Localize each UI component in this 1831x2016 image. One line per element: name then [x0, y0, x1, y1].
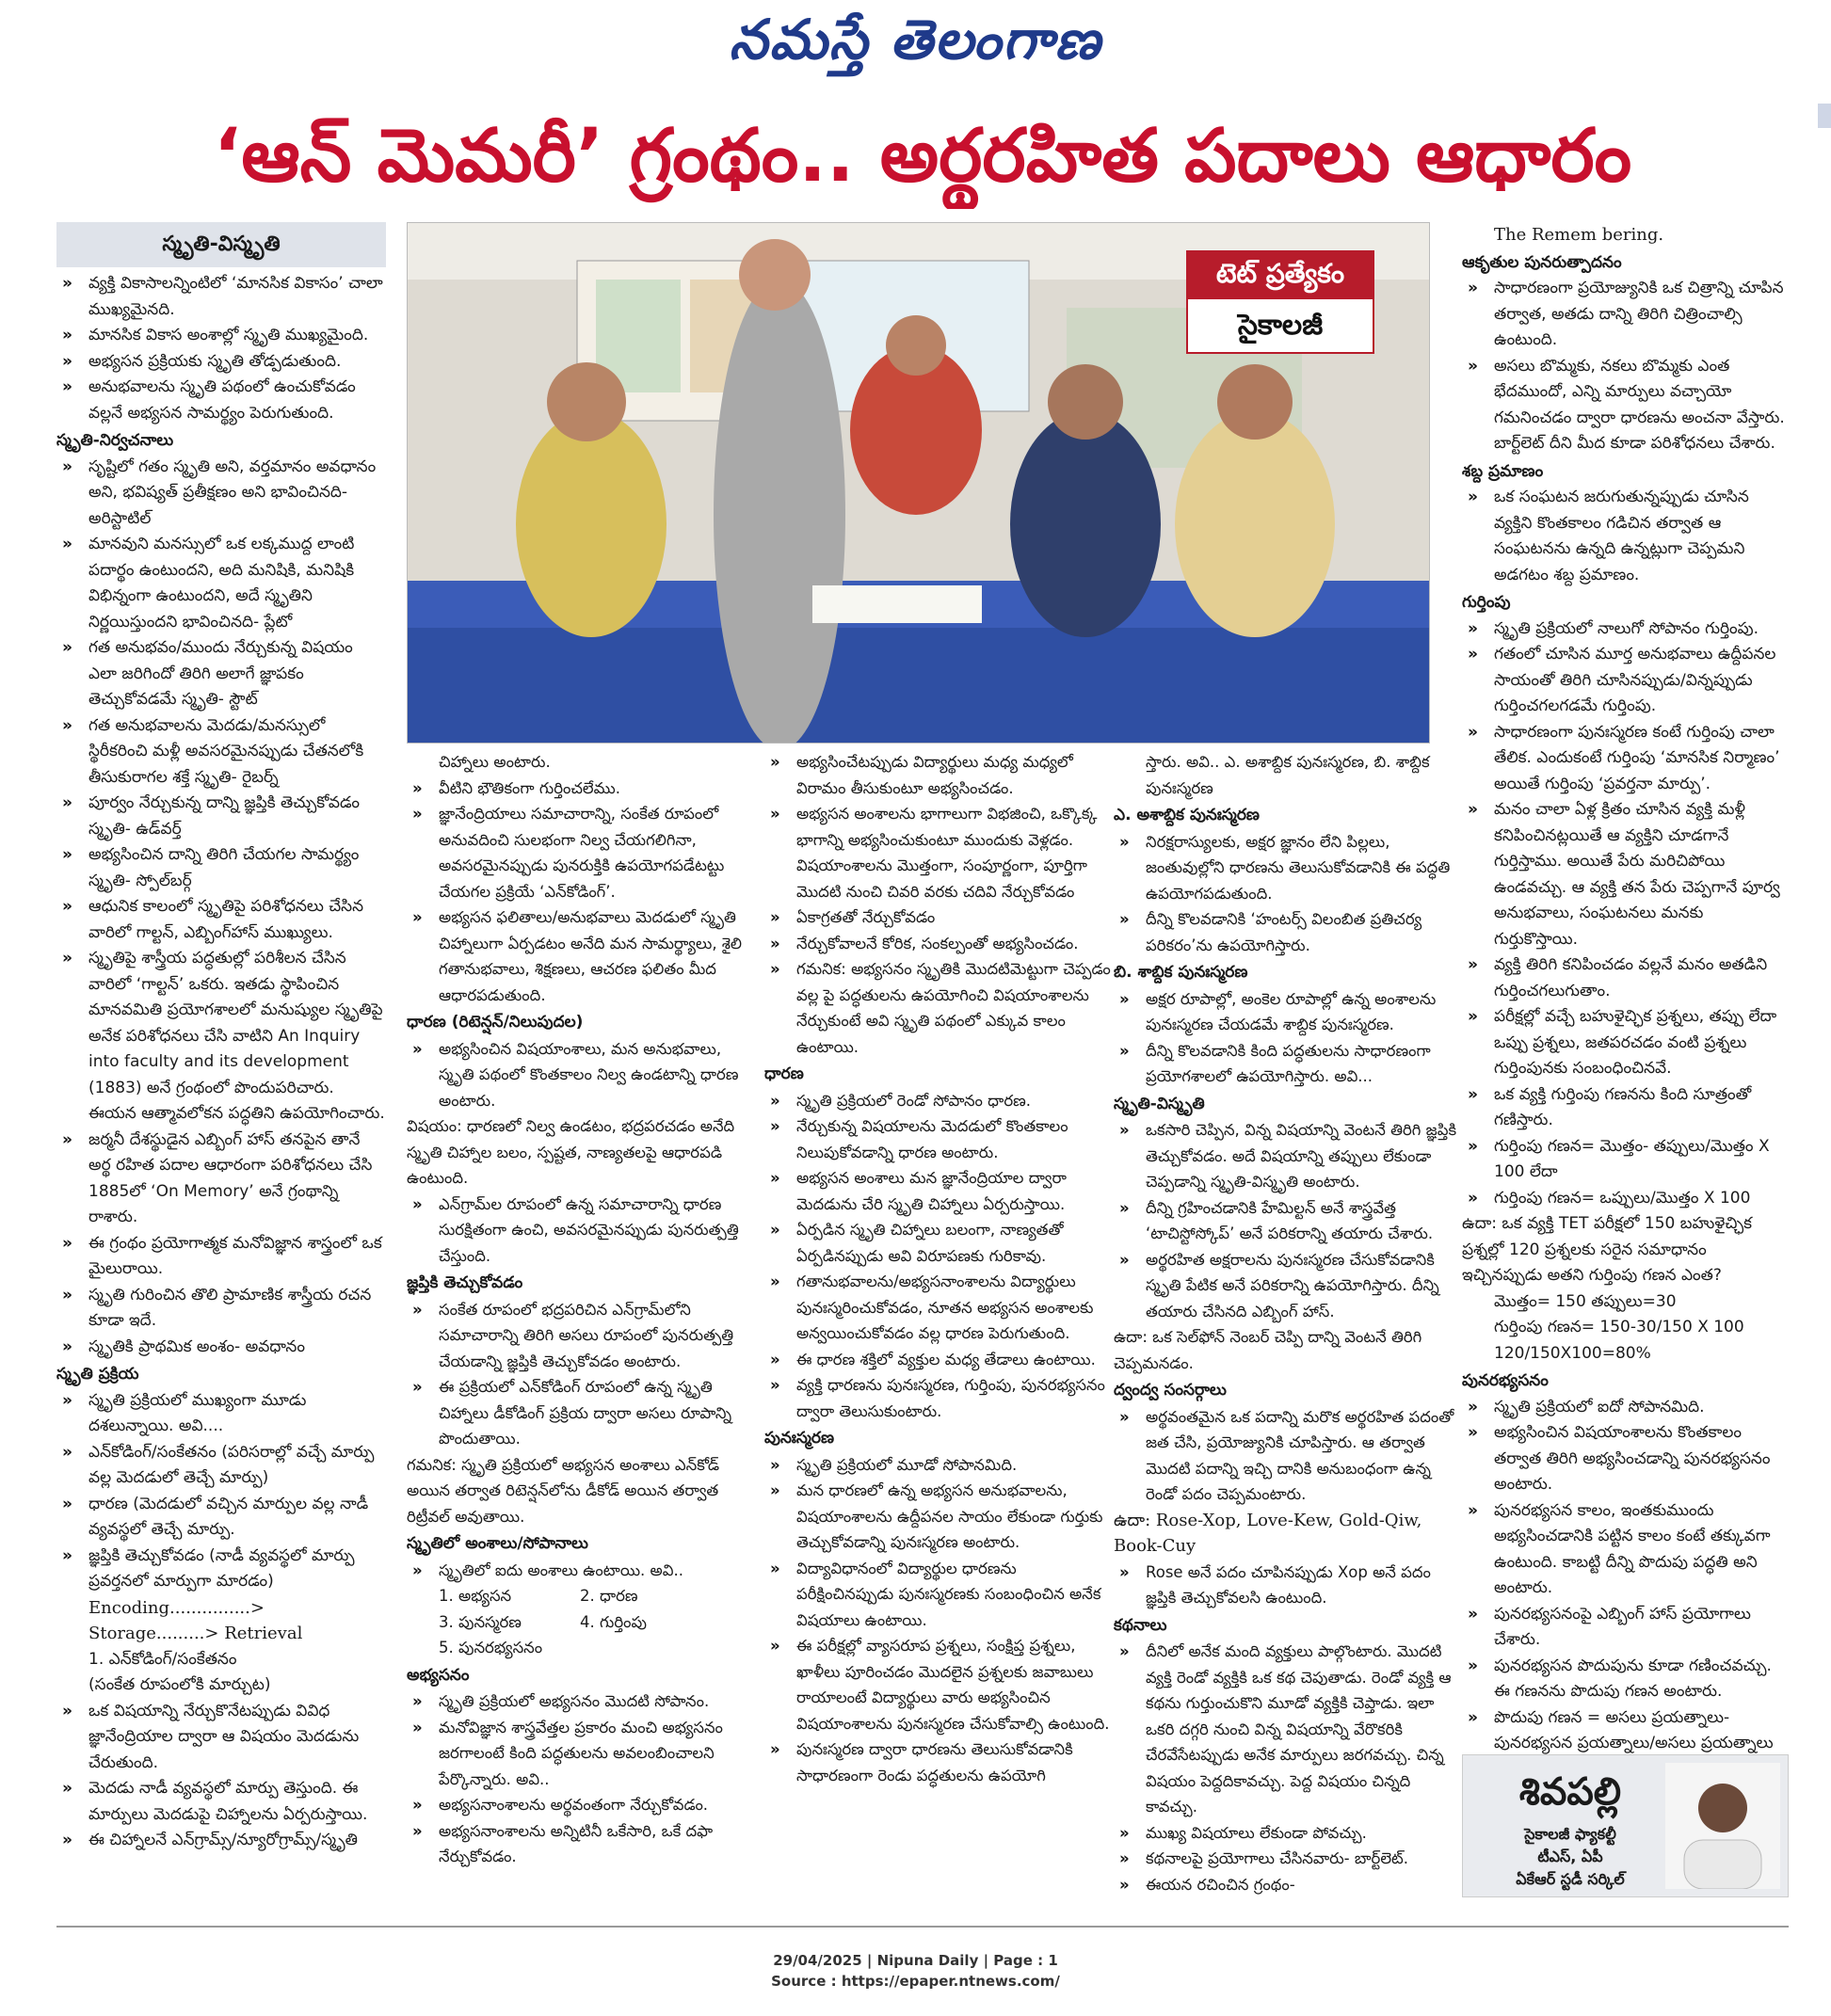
author-name: శివపల్లి — [1518, 1770, 1622, 1814]
list-entry: 3. పునస్మరణ — [439, 1612, 522, 1631]
list-item: » అభ్యసించేటప్పుడు విద్యార్థులు మధ్య మధ్యలో విరామం తీసుకుంటూ అభ్యసించడం. — [764, 749, 1113, 801]
list-item: » ఈ చిహ్నాలనే ఎన్‌గ్రామ్స్/న్యూరోగ్రామ్స్/స్మృతి — [56, 1828, 386, 1854]
list-item: » ముఖ్య విషయాలు లేకుండా పోవచ్చు. — [1114, 1820, 1457, 1847]
list-item: » ఈ ప్రక్రియలో ఎన్‌కోడింగ్ రూపంలో ఉన్న స్మృతి చిహ్నాలు డీకోడింగ్ ప్రక్రియ ద్వారా అసలు రూపాన్ని పొందుతాయి. — [407, 1374, 755, 1452]
stages-grid — [407, 1583, 755, 1661]
list — [764, 1088, 1113, 1425]
section-heading: బి. శాబ్దిక పునఃస్మరణ — [1114, 963, 1248, 982]
list-item: » జ్ఞానేంద్రియాలు సమాచారాన్ని, సంకేత రూపంలో అనువదించి సులభంగా నిల్వ చేయగలిగినా, అవసరమైనప్పుడు పునరుక్తికి ఉపయోగపడేటట్టు చేయగల ప్రక్రియే ‘ఎన్‌కోడింగ్’. — [407, 801, 755, 904]
list — [1462, 276, 1787, 457]
list-item: » నిరక్షరాస్యులకు, అక్షర జ్ఞానం లేని పిల్లలు, జంతువుల్లోని ధారణను తెలుసుకోవడానికి ఈ పద్ధతి ఉపయోగపడుతుంది. — [1114, 829, 1457, 907]
list-item: » అర్థవంతమైన ఒక పదాన్ని మరొక అర్థరహిత పదంతో జత చేసి, ప్రయోజ్యునికి చూపిస్తారు. ఆ తర్వాత మొదటి పదాన్ని ఇచ్చి దానికి అనుబంధంగా ఉన్న రెండో పదం చెప్పమంటారు. — [1114, 1404, 1457, 1508]
list-item: » స్మృతిలో ఐదు అంశాలు ఉంటాయి. అవి.. — [407, 1558, 755, 1584]
list-entry: 2. ధారణ — [580, 1587, 638, 1605]
list-item: » అభ్యసించిన విషయాంశాలను కొంతకాలం తర్వాత తిరిగి అభ్యసించడాన్ని పునరభ్యసనం అంటారు. — [1462, 1420, 1787, 1498]
tet-special-tag — [1186, 250, 1374, 354]
list — [407, 1688, 755, 1870]
side-tab-icon — [1818, 104, 1831, 128]
encoding-list — [56, 1699, 386, 1854]
list — [764, 1452, 1113, 1789]
list-item: » ఒక విషయాన్ని నేర్చుకొనేటప్పుడు వివిధ జ్ఞానేంద్రియాల ద్వారా ఆ విషయం మెదడును చేరుతుంది. — [56, 1699, 386, 1777]
list-item: » స్మృతి ప్రక్రియలో అభ్యసనం మొదటి సోపానం. — [407, 1688, 755, 1715]
list-item: » జర్మనీ దేశస్థుడైన ఎబ్బింగ్ హాస్ తనపైన తానే అర్థ రహిత పదాల ఆధారంగా పరిశోధనలు చేసి 1885లో ‘On Memory’ అనే గ్రంథాన్ని రాశారు. — [56, 1128, 386, 1231]
example: ఉదా: ఒక వ్యక్తి TET పరీక్షలో 150 బహుళైచ్ఛిక ప్రశ్నల్లో 120 ప్రశ్నలకు సరైన సమాధానం ఇచ్చినప్పుడు అతని గుర్తింపు గణన ఎంత? — [1462, 1214, 1753, 1285]
definitions-list — [56, 455, 386, 1361]
list-item: » గత అనుభవాలను మెదడు/మనస్సులో స్థిరీకరించి మళ్లీ అవసరమైనప్పుడు చేతనలోకి తీసుకురాగల శక్తే స్మృతి- రైబర్న్ — [56, 713, 386, 792]
section-heading: జ్ఞప్తికి తెచ్చుకోవడం — [407, 1273, 523, 1292]
list-item: » అక్షర రూపాల్లో, అంకెల రూపాల్లో ఉన్న అంశాలను పునఃస్మరణ చేయడమే శాబ్దిక పునఃస్మరణ. — [1114, 986, 1457, 1038]
list-entry: 1. అభ్యసన — [439, 1587, 512, 1605]
list-item: » అభ్యసన అంశాలను భాగాలుగా విభజించి, ఒక్కొక్క భాగాన్ని అభ్యసించుకుంటూ ముందుకు వెళ్లడం. విషయాంశాలను మొత్తంగా, సంపూర్ణంగా, పూర్తిగా మొదటి నుంచి చివరి వరకు చదివి నేర్చుకోవడం — [764, 801, 1113, 904]
list-item: » ఈయన రచించిన గ్రంథం- — [1114, 1872, 1457, 1898]
encoding-number: 1. — [88, 1649, 104, 1669]
encoding-subtitle: (సంకేత రూపంలోకి మార్చుట) — [88, 1675, 271, 1694]
section-heading: ధారణ (రిటెన్షన్/నిలుపుదల) — [407, 1013, 584, 1032]
list-item: » స్మృతి ప్రక్రియలో రెండో సోపానం ధారణ. — [764, 1088, 1113, 1114]
note: విషయం: ధారణలో నిల్వ ఉండటం, భద్రపరచడం అనేది స్మృతి చిహ్నాల బలం, స్పష్టత, నాణ్యతలపై ఆధారపడి ఉంటుంది. — [407, 1117, 735, 1187]
list-item: » వ్యక్తి ధారణను పునఃస్మరణ, గుర్తింపు, పునరభ్యసనం ద్వారా తెలుసుకుంటారు. — [764, 1372, 1113, 1424]
list-item: » ఏకాగ్రతతో నేర్చుకోవడం — [764, 904, 1113, 931]
list-item: » అర్థరహిత అక్షరాలను పునఃస్మరణ చేసుకోవడానికి స్మృతి పేటిక అనే పరికరాన్ని ఉపయోగిస్తారు. దీన్ని తయారు చేసినది ఎబ్బింగ్ హాస్. — [1114, 1247, 1457, 1325]
list-item: » మనోవిజ్ఞాన శాస్త్రవేత్తల ప్రకారం మంచి అభ్యసనం జరగాలంటే కింది పద్ధతులను అవలంబించాలని పేర్కొన్నారు. అవి.. — [407, 1715, 755, 1793]
calc-lines — [1462, 1289, 1787, 1368]
list — [764, 749, 1113, 1060]
example: ఉదా: ఒక సెల్‌ఫోన్ నెంబర్ చెప్పి దాన్ని వెంటనే తిరిగి చెప్పమనడం. — [1114, 1328, 1422, 1372]
list-item: » అభ్యసించిన విషయాంశాలు, మన అనుభవాలు, స్మృతి పథంలో కొంతకాలం నిల్వ ఉండటాన్ని ధారణ అంటారు. — [407, 1036, 755, 1114]
list-item: » ఆధునిక కాలంలో స్మృతిపై పరిశోధనలు చేసిన వారిలో గాల్టన్, ఎబ్బింగ్‌హాస్ ముఖ్యులు. — [56, 894, 386, 946]
column-1 — [56, 222, 386, 1854]
masthead — [0, 8, 1831, 86]
list-item: » దీన్ని కొలవడానికి ‘హంటర్స్ విలంబిత ప్రతిచర్య పరికరం’ను ఉపయోగిస్తారు. — [1114, 906, 1457, 958]
column-4 — [1114, 749, 1457, 1897]
list-item: » నేర్చుకున్న విషయాలను మెదడులో కొంతకాలం నిలుపుకోవడాన్ని ధారణ అంటారు. — [764, 1113, 1113, 1165]
list-item: » మానసిక వికాస అంశాల్లో స్మృతి ముఖ్యమైంది. — [56, 323, 386, 349]
list-item: » అభ్యసన అంశాలు మన జ్ఞానేంద్రియాల ద్వారా మెదడును చేరి స్మృతి చిహ్నాలు ఏర్పరుస్తాయి. — [764, 1165, 1113, 1217]
list-item: » వీటిని భౌతికంగా గుర్తించలేము. — [407, 776, 755, 802]
section-heading: ఎ. అశాబ్దిక పునఃస్మరణ — [1114, 806, 1260, 824]
list-item: » పొదుపు గణన = అసలు ప్రయత్నాలు- పునరభ్యసన ప్రయత్నాలు/అసలు ప్రయత్నాలు — [1462, 1705, 1787, 1784]
section-heading: కథనాలు — [1114, 1615, 1167, 1635]
list-item: » దీన్ని గ్రహించడానికి హేమిల్టన్ అనే శాస్త్రవేత్త ‘టాచిస్టోస్కోప్’ అనే పరికరాన్ని తయారు చేశారు. — [1114, 1195, 1457, 1247]
list — [407, 776, 755, 1009]
continued-text: The Remem bering. — [1494, 225, 1664, 245]
list — [407, 1036, 755, 1114]
list-item: » వ్యక్తి వికాసాలన్నింటిలో ‘మానసిక వికాసం’ చాలా ముఖ్యమైనది. — [56, 271, 386, 323]
list-item: » జ్ఞప్తికి తెచ్చుకోవడం (నాడీ వ్యవస్థలో మార్పు ప్రవర్తనలో మార్పుగా మారడం) — [56, 1544, 386, 1595]
section-heading: స్మృతి-విస్మృతి — [1114, 1094, 1205, 1113]
encoding-heading — [56, 1647, 386, 1673]
list-item: » సాధారణంగా ప్రయోజ్యునికి ఒక చిత్రాన్ని చూపిన తర్వాత, అతడు దాన్ని తిరిగి చిత్రించాల్సి ఉంటుంది. — [1462, 276, 1787, 354]
list-item: » స్మృతి ప్రక్రియలో మూడో సోపానమిది. — [764, 1452, 1113, 1479]
list-item: » గతంలో చూసిన మూర్త అనుభవాలు ఉద్దీపనల సాయంతో తిరిగి చూసినప్పుడు/విన్నప్పుడు గుర్తించగలగడమే గుర్తింపు. — [1462, 642, 1787, 720]
list-item: » ఎన్‌కోడింగ్/సంకేతనం (పరిసరాల్లో వచ్చే మార్పు వల్ల మెదడులో తెచ్చే మార్పు) — [56, 1440, 386, 1492]
list — [407, 1297, 755, 1452]
note: గమనిక: స్మృతి ప్రక్రియలో అభ్యసన అంశాలు ఎన్‌కోడ్ అయిన తర్వాత రిటెన్షన్‌లోను డీకోడ్ అయిన తర్వాత రిట్రీవల్ అవుతాయి. — [407, 1455, 720, 1526]
list-item: » స్మృతి ప్రక్రియలో ఐదో సోపానమిది. — [1462, 1395, 1787, 1421]
masthead-title: నమస్తే తెలంగాణ — [729, 8, 1102, 72]
section-heading: ద్వంద్వ సంసర్గాలు — [1114, 1381, 1227, 1400]
encoding-title: ఎన్‌కోడింగ్/సంకేతనం — [108, 1649, 237, 1669]
list-item: » అభ్యసనాంశాలను అన్నిటినీ ఒకేసారి, ఒకే దఫా నేర్చుకోవడం. — [407, 1818, 755, 1870]
list-item: » గుర్తింపు గణన= మొత్తం- తప్పులు/మొత్తం X 100 లేదా — [1462, 1134, 1787, 1186]
list-item: » ఒకసారి చెప్పిన, విన్న విషయాన్ని వెంటనే తిరిగి జ్ఞప్తికి తెచ్చుకోవడం. అదే విషయాన్ని తప్పులు లేకుండా చెప్పడాన్ని స్మృతి-విస్మృతి అంటారు. — [1114, 1117, 1457, 1195]
list-item: » ఏర్పడిన స్మృతి చిహ్నాలు బలంగా, నాణ్యతతో ఏర్పడినప్పుడు అవి విరూపణకు గురికావు. — [764, 1217, 1113, 1269]
list-entry: మొత్తం= 150 తప్పులు=30 — [1494, 1291, 1677, 1311]
list — [407, 1192, 755, 1270]
list-item: » ఒక సంఘటన జరుగుతున్నప్పుడు చూసిన వ్యక్తిని కొంతకాలం గడిచిన తర్వాత ఆ సంఘటనను ఉన్నది ఉన్నట్లుగా చెప్పమని అడగటం శబ్ద ప్రమాణం. — [1462, 485, 1787, 588]
section-heading: అభ్యసనం — [407, 1665, 470, 1685]
list-item: » స్మృతికి ప్రాథమిక అంశం- అవధానం — [56, 1335, 386, 1361]
example: ఉదా: Rose-Xop, Love-Kew, Gold-Qiw, Book-Cuy — [1114, 1510, 1422, 1556]
list-item: » మానవుని మనస్సులో ఒక లక్కముద్ద లాంటి పదార్థం ఉంటుందని, అది మనిషికి, మనిషికి విభిన్నంగా ఉంటుందని, అదే స్మృతిని నిర్ణయిస్తుందని భావించినది- ప్లేటో — [56, 532, 386, 635]
column-2 — [407, 749, 755, 1870]
list-item: » పునరభ్యసనంపై ఎబ్బింగ్ హాస్ ప్రయోగాలు చేశారు. — [1462, 1602, 1787, 1654]
section-heading: పునరభ్యసనం — [1462, 1371, 1549, 1390]
tag-line-2: సైకాలజీ — [1186, 297, 1374, 354]
section-title: స్మృతి-విస్మృతి — [56, 222, 386, 267]
list-item: » ఈ గ్రంథం ప్రయోగాత్మక మనోవిజ్ఞాన శాస్త్రంలో ఒక మైలురాయి. — [56, 1231, 386, 1283]
list — [1114, 1117, 1457, 1324]
list-item: » స్మృతి ప్రక్రియలో ముఖ్యంగా మూడు దశలున్నాయి. అవి.... — [56, 1388, 386, 1440]
list-item: » పరీక్షల్లో వచ్చే బహుళైచ్ఛిక ప్రశ్నలు, తప్పు లేదా ఒప్పు ప్రశ్నలు, జతపరచడం వంటి ప్రశ్నలు గుర్తింపునకు సంబంధించినవే. — [1462, 1004, 1787, 1082]
list-item: » ఎన్‌గ్రామ్‌ల రూపంలో ఉన్న సమాచారాన్ని ధారణ సురక్షితంగా ఉంచి, అవసరమైనప్పుడు పునరుత్పత్తి చేస్తుంది. — [407, 1192, 755, 1270]
list-item: » కథనాలపై ప్రయోగాలు చేసినవారు- బార్ట్‌లెట్. — [1114, 1846, 1457, 1872]
list-item: » పునరభ్యసన పొదుపును కూడా గణించవచ్చు. ఈ గణనను పొదుపు గణన అంటారు. — [1462, 1654, 1787, 1705]
author-photo — [1665, 1763, 1780, 1889]
footer — [0, 1950, 1831, 1992]
list-item: » ఒక వ్యక్తి గుర్తింపు గణనను కింది సూత్రంతో గణిస్తారు. — [1462, 1082, 1787, 1134]
footer-date-page: 29/04/2025 | Nipuna Daily | Page : 1 — [773, 1952, 1058, 1969]
continued-text: చిహ్నాలు అంటారు. — [439, 753, 551, 771]
list-item: » మన ధారణలో ఉన్న అభ్యసన అనుభవాలను, విషయాంశాలను ఉద్దీపనల సాయం లేకుండా గుర్తుకు తెచ్చుకోవడాన్ని పునఃస్మరణ అంటారు. — [764, 1478, 1113, 1556]
column-3 — [764, 749, 1113, 1788]
list-item: » సాధారణంగా పునఃస్మరణ కంటే గుర్తింపు చాలా తేలిక. ఎందుకంటే గుర్తింపు ‘మానసిక నిర్మాణం’ అయితే గుర్తింపు ‘ప్రవర్తనా మార్పు’. — [1462, 720, 1787, 798]
list-item: » అనుభవాలను స్మృతి పథంలో ఉంచుకోవడం వల్లనే అభ్యసన సామర్థ్యం పెరుగుతుంది. — [56, 375, 386, 426]
list-item: » ధారణ (మెదడులో వచ్చిన మార్పుల వల్ల నాడీ వ్యవస్థలో తెచ్చే మార్పు. — [56, 1492, 386, 1544]
list — [1462, 485, 1787, 588]
list-item: » స్మృతి గురించిన తొలి ప్రామాణిక శాస్త్రీయ రచన కూడా ఇదే. — [56, 1283, 386, 1335]
list-item: » అభ్యసనాంశాలను అర్థవంతంగా నేర్చుకోవడం. — [407, 1792, 755, 1818]
list-item: » అభ్యసించిన దాన్ని తిరిగి చేయగల సామర్థ్యం స్మృతి- స్పోల్‌బర్గ్ — [56, 842, 386, 894]
list-item: » అసలు బొమ్మకు, నకలు బొమ్మకు ఎంత భేదముందో, ఎన్ని మార్పులు వచ్చాయో గమనించడం ద్వారా ధారణను అంచనా వేస్తారు. బార్ట్‌లెట్ దీని మీద కూడా పరిశోధనలు చేశారు. — [1462, 354, 1787, 457]
list — [1462, 616, 1787, 1212]
column-5 — [1462, 222, 1787, 1783]
list-item: » అభ్యసన ఫలితాలు/అనుభవాలు మెదడులో స్మృతి చిహ్నాలుగా ఏర్పడటం అనేది మన సామర్థ్యాలు, శైలి గతానుభవాలు, శిక్షణలు, ఆచరణ ఫలితం మీద ఆధారపడుతుంది. — [407, 904, 755, 1008]
list-item: » గమనిక: అభ్యసనం స్మృతికి మొదటిమెట్టుగా చెప్పడం వల్ల పై పద్ధతులను ఉపయోగించి విషయాంశాలను నేర్చుకుంటే అవి స్మృతి పథంలో ఎక్కువ కాలం ఉంటాయి. — [764, 956, 1113, 1060]
list — [1114, 1404, 1457, 1508]
list-item: » పూర్వం నేర్చుకున్న దాన్ని జ్ఞప్తికి తెచ్చుకోవడం స్మృతి- ఉడ్‌వర్త్ — [56, 791, 386, 842]
tag-line-1: టెట్ ప్రత్యేకం — [1186, 250, 1374, 297]
list — [1462, 1395, 1787, 1784]
section-heading: ఆకృతుల పునరుత్పాదనం — [1462, 252, 1622, 272]
list-item: » దీనిలో అనేక మంది వ్యక్తులు పాల్గొంటారు. మొదటి వ్యక్తి రెండో వ్యక్తికి ఒక కథ చెపుతాడు. రెండో వ్యక్తి ఆ కథను గుర్తుంచుకొని మూడో వ్యక్తికి చెప్తాడు. ఇలా ఒకరి దగ్గరి నుంచి విన్న విషయాన్ని వేరొకరికి చేరవేసేటప్పుడు అనేక మార్పులు జరగవచ్చు. చిన్న విషయం పెద్దదికావచ్చు. పెద్ద విషయం చిన్నది కావచ్చు. — [1114, 1639, 1457, 1820]
headline: ‘ఆన్ మెమరీ’ గ్రంథం.. అర్థరహిత పదాలు ఆధారం — [213, 114, 1632, 199]
list-item: » Rose అనే పదం చూపినప్పుడు Xop అనే పదం జ్ఞప్తికి తెచ్చుకోవలసి ఉంటుంది. — [1114, 1560, 1457, 1611]
list-item: » స్మృతిపై శాస్త్రీయ పద్ధతుల్లో పరిశీలన చేసిన వారిలో ‘గాల్టన్’ ఒకరు. ఇతడు స్థాపించిన మానవమితి ప్రయోగశాలలో మనుష్యుల స్మృతిపై అనేక పరిశోధనలు చేసి వాటిని An Inquiry into faculty and its development (1883) అనే గ్రంథంలో పొందుపరిచారు. ఈయన ఆత్మావలోకన పద్ధతిని ఉపయోగించారు. — [56, 946, 386, 1128]
section-heading: పునఃస్మరణ — [764, 1429, 834, 1448]
list — [1114, 829, 1457, 959]
section-heading: శబ్ద ప్రమాణం — [1462, 461, 1544, 481]
intro-list — [56, 271, 386, 426]
process-list — [56, 1388, 386, 1595]
list-item: » పునరభ్యసన కాలం, ఇంతకుముందు అభ్యసించడానికి పట్టిన కాలం కంటే తక్కువగా ఉంటుంది. కాబట్టి దీన్ని పొదుపు పద్ధతి అని అంటారు. — [1462, 1498, 1787, 1602]
flow-text: Encoding...............> Storage.........> Retrieval — [88, 1597, 303, 1643]
section-heading: స్మృతి ప్రక్రియ — [56, 1365, 139, 1384]
list-entry: 4. గుర్తింపు — [580, 1612, 647, 1631]
list-entry: 120/150X100=80% — [1494, 1343, 1651, 1363]
continued-text: స్తారు. అవి.. ఎ. అశాబ్దిక పునఃస్మరణ, బి. శాబ్దిక పునఃస్మరణ — [1146, 753, 1430, 797]
author-region: టీఎస్, ఏపీ — [1537, 1848, 1603, 1865]
list-entry: 5. పునరభ్యసనం — [439, 1639, 543, 1656]
list — [1114, 1639, 1457, 1897]
author-institute: ఏకేఆర్ స్టడీ సర్కిల్ — [1516, 1870, 1625, 1888]
list-item: » స్మృతి ప్రక్రియలో నాలుగో సోపానం గుర్తింపు. — [1462, 616, 1787, 643]
list-item: » సృష్టిలో గతం స్మృతి అని, వర్తమానం అవధానం అని, భవిష్యత్ ప్రతీక్షణం అని భావించినది- అరిస్టాటిల్ — [56, 455, 386, 533]
section-heading: ధారణ — [764, 1064, 804, 1083]
list-entry: గుర్తింపు గణన= 150-30/150 X 100 — [1494, 1318, 1744, 1336]
list — [407, 1558, 755, 1584]
section-heading: స్మృతి-నిర్వచనాలు — [56, 431, 174, 450]
list-item: » దీన్ని కొలవడానికి కింది పద్ధతులను సాధారణంగా ప్రయోగశాలలో ఉపయోగిస్తారు. అవి... — [1114, 1038, 1457, 1090]
list-item: » నేర్చుకోవాలనే కోరిక, సంకల్పంతో అభ్యసించడం. — [764, 931, 1113, 957]
list-item: » మెదడు నాడీ వ్యవస్థలో మార్పు తెస్తుంది. ఈ మార్పులు మెదడుపై చిహ్నాలను ఏర్పరుస్తాయి. — [56, 1776, 386, 1828]
list-item: » అభ్యసన ప్రక్రియకు స్మృతి తోడ్పడుతుంది. — [56, 349, 386, 376]
list-item: » గతానుభవాలను/అభ్యసనాంశాలను విద్యార్థులు పునఃస్మరించుకోవడం, నూతన అభ్యసన అంశాలకు అన్వయించుకోవడం వల్ల ధారణ పెరుగుతుంది. — [764, 1269, 1113, 1347]
section-heading: గుర్తింపు — [1462, 593, 1511, 612]
bottom-rule — [56, 1926, 1789, 1928]
list-item: » మనం చాలా ఏళ్ల క్రితం చూసిన వ్యక్తి మళ్లీ కనిపించినట్లయితే ఆ వ్యక్తిని చూడగానే గుర్తిస్తాము. అయితే పేరు మరిచిపోయి ఉండవచ్చు. ఆ వ్యక్తి తన పేరు చెప్పగానే పూర్వ అనుభవాలు, సంఘటనలు మనకు గుర్తుకొస్తాయి. — [1462, 797, 1787, 952]
section-heading: స్మృతిలో అంశాలు/సోపానాలు — [407, 1534, 588, 1553]
list-item: » సంకేత రూపంలో భద్రపరిచిన ఎన్‌గ్రామ్‌లోని సమాచారాన్ని తిరిగి అసలు రూపంలో పునరుత్పత్తి చేయడాన్ని జ్ఞప్తికి తెచ్చుకోవడం అంటారు. — [407, 1297, 755, 1375]
list — [1114, 986, 1457, 1090]
list-item: » వ్యక్తి తిరిగి కనిపించడం వల్లనే మనం అతడిని గుర్తించగలుగుతాం. — [1462, 952, 1787, 1004]
list-item: » పునఃస్మరణ ద్వారా ధారణను తెలుసుకోవడానికి సాధారణంగా రెండు పద్ధతులను ఉపయోగి — [764, 1736, 1113, 1788]
list-item: » ఈ ధారణ శక్తిలో వ్యక్తుల మధ్య తేడాలు ఉంటాయి. — [764, 1347, 1113, 1373]
author-box — [1462, 1754, 1789, 1897]
list-item: » గత అనుభవం/ముందు నేర్చుకున్న విషయం ఎలా జరిగిందో తిరిగి అలాగే జ్ఞాపకం తెచ్చుకోవడమే స్మృతి- స్టౌట్ — [56, 635, 386, 713]
author-role: సైకాలజీ ఫ్యాకల్టీ — [1524, 1825, 1616, 1843]
list — [1114, 1560, 1457, 1611]
list-item: » ఈ పరీక్షల్లో వ్యాసరూప ప్రశ్నలు, సంక్షిప్త ప్రశ్నలు, ఖాళీలు పూరించడం మొదలైన ప్రశ్నలకు జవాబులు రాయాలంటే విద్యార్థులు వారు అభ్యసించిన విషయాంశాలను పునఃస్మరణ చేసుకోవాల్సి ఉంటుంది. — [764, 1633, 1113, 1736]
footer-source: Source : https://epaper.ntnews.com/ — [771, 1973, 1060, 1990]
list-item: » విద్యావిధానంలో విద్యార్థుల ధారణను పరీక్షించినప్పుడు పునఃస్మరణకు సంబంధించిన అనేక విషయాలు ఉంటాయి. — [764, 1556, 1113, 1634]
list-item: » గుర్తింపు గణన= ఒప్పులు/మొత్తం X 100 — [1462, 1186, 1787, 1212]
